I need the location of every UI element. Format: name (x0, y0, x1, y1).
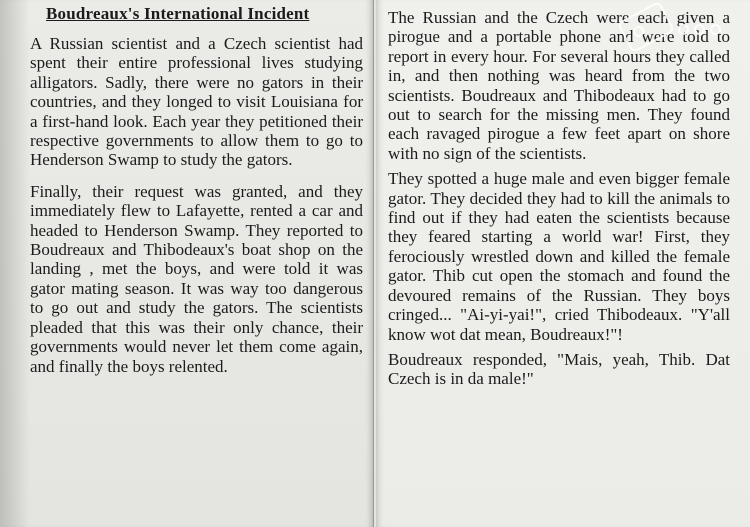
left-column (0, 0, 374, 527)
paragraph-punchline: Boudreaux responded, "Mais, yeah, Thib. Dat Czech is in da male!" (388, 349, 730, 389)
paragraph-gators: They spotted a huge male and even bigger female gator. They decided they had to kill the animals to find out if they had eaten the scientists because they feared starting a world war! First, they ferociously wrestled down and killed the female gator. Thib cut open the stomach and found the devoured remains of the Russian. They boys cringed... "Ai-yi-yai!", cried Thibodeaux. "Y'all know wot dat mean, Boudreaux!"! (388, 169, 730, 344)
right-column (376, 0, 750, 527)
paragraph-arrival: Finally, their request was granted, and they immediately flew to Lafayette, rented a car and headed to Henderson Swamp. They reported to Boudreaux and Thibodeaux's boat shop on the landing , met the boys, and were told it was gator mating season. It was way too dangerous to go out and study the gators. The scientists pleaded that this was their only chance, their governments would never let them come again, and finally the boys relented. (30, 181, 363, 376)
price-tag-icon (617, 1, 675, 54)
dots-icon (678, 24, 721, 35)
paragraph-search: The Russian and the Czech were each given a pirogue and a portable phone and were told to report in every hour. For several hours they called in, and then nothing was heard from the two scientists. Boudreaux and Thibodeaux had to go out to search for the missing men. They found each ravaged pirogue a few feet apart on shore with no sign of the scientists. (388, 8, 730, 163)
paragraph-intro: A Russian scientist and a Czech scientist had spent their entire professional lives studying alligators. Sadly, there were no gators in their countries, and they longed to visit Louisiana for a first-hand look. Each year they petitioned their respective governments to allow them to go to Henderson Swamp to study the gators. (30, 34, 363, 170)
watermark-logo (622, 4, 742, 54)
binding-shadow (0, 0, 30, 527)
article-title: Boudreaux's International Incident (46, 4, 310, 23)
